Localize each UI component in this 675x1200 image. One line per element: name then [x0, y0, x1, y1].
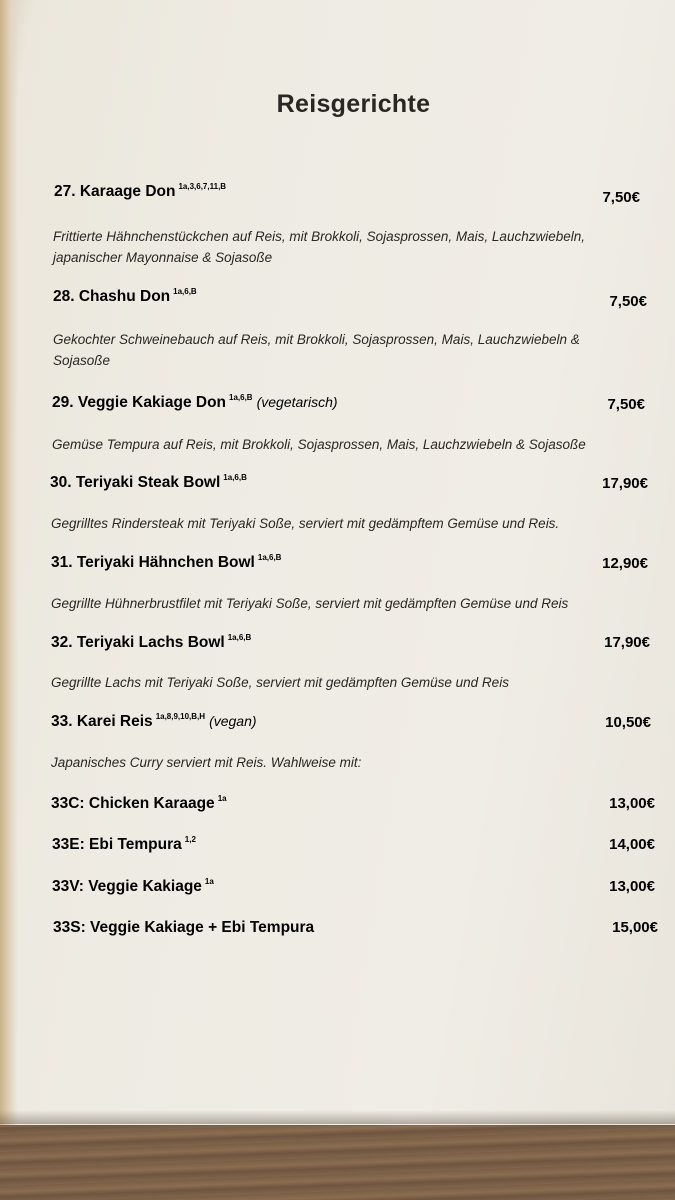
menu-item-name: 31. Teriyaki Hähnchen Bowl $^{1a,6,B}$ [51, 553, 282, 571]
menu-item-name: 32. Teriyaki Lachs Bowl $^{1a,6,B}$ [51, 633, 252, 651]
page-bottom-shadow [0, 1110, 675, 1124]
menu-item-name: 29. Veggie Kakiage Don $^{1a,6,B}$ (vegetarisch) [52, 393, 338, 411]
menu-item-description: Japanisches Curry serviert mit Reis. Wahlweise mit: [51, 755, 362, 770]
option-price: 13,00€ [609, 795, 655, 812]
page-title: Reisgerichte [276, 90, 431, 118]
menu-item-price: 17,90€ [602, 475, 648, 492]
menu-item-name: 27. Karaage Don $^{1a,3,6,7,11,B}$ [54, 182, 227, 200]
menu-item-description: Gemüse Tempura auf Reis, mit Brokkoli, Sojasprossen, Mais, Lauchzwiebeln & Sojasoße [52, 437, 586, 452]
menu-item-price: 7,50€ [609, 293, 647, 310]
menu-item-description: Gegrillte Hühnerbrustfilet mit Teriyaki Soße, serviert mit gedämpften Gemüse und Reis [51, 596, 569, 611]
menu-item-price: 12,90€ [602, 555, 648, 572]
menu-item-price: 7,50€ [602, 189, 640, 206]
option-price: 15,00€ [612, 919, 658, 936]
menu-item-name: 30. Teriyaki Steak Bowl $^{1a,6,B}$ [50, 473, 247, 491]
menu-item-description: Frittierte Hähnchenstückchen auf Reis, mit Brokkoli, Sojasprossen, Mais, Lauchzwiebeln, japanischer Mayonnaise & Sojasoße [53, 229, 585, 265]
menu-item-name: 28. Chashu Don $^{1a,6,B}$ [53, 287, 197, 305]
option-name: 33V: Veggie Kakiage $^{1a}$ [52, 877, 214, 895]
menu-item-description: Gegrillte Lachs mit Teriyaki Soße, serviert mit gedämpften Gemüse und Reis [51, 675, 509, 690]
page-edge [0, 0, 18, 1125]
option-price: 14,00€ [609, 836, 655, 853]
wooden-table [0, 1118, 675, 1200]
menu-item-name: 33. Karei Reis $^{1a,8,9,10,B,H}$ (vegan) [51, 712, 257, 730]
menu-item-price: 17,90€ [604, 634, 650, 651]
option-price: 13,00€ [609, 878, 655, 895]
option-name: 33E: Ebi Tempura $^{1,2}$ [52, 835, 196, 853]
option-name: 33S: Veggie Kakiage + Ebi Tempura [53, 919, 315, 936]
menu-item-price: 10,50€ [605, 714, 651, 731]
option-name: 33C: Chicken Karaage $^{1a}$ [51, 794, 227, 812]
menu-item-description: Gekochter Schweinebauch auf Reis, mit Brokkoli, Sojasprossen, Mais, Lauchzwiebeln & Sojasoße [53, 332, 580, 368]
menu-item-description: Gegrilltes Rindersteak mit Teriyaki Soße, serviert mit gedämpftem Gemüse und Reis. [51, 516, 560, 531]
menu-item-price: 7,50€ [607, 396, 645, 413]
